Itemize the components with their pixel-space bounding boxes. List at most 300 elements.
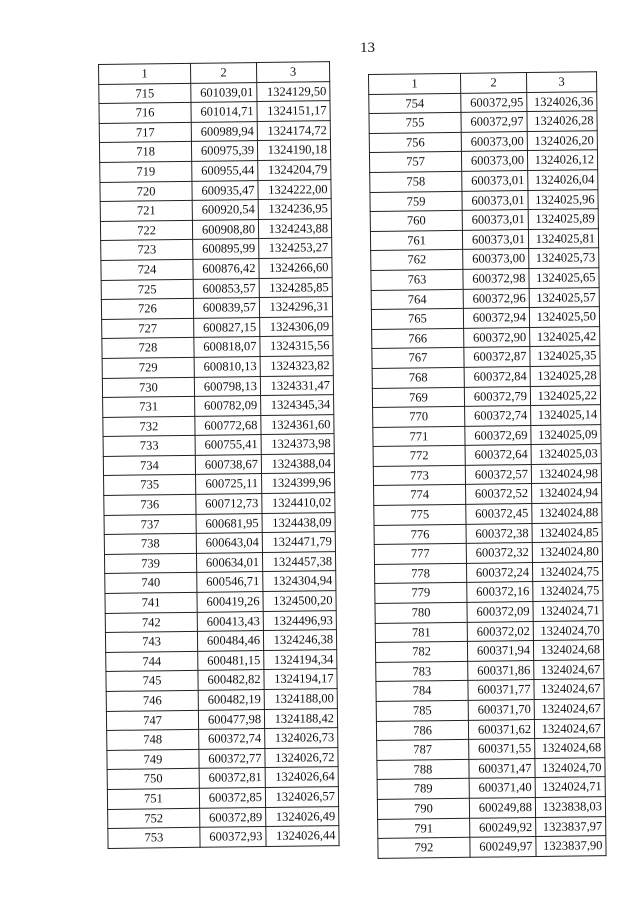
table-row xyxy=(101,258,332,280)
table-row xyxy=(377,797,605,819)
table-row xyxy=(104,532,335,554)
x-coordinate-cell: 600371,77 xyxy=(468,680,534,700)
x-coordinate-cell: 600810,13 xyxy=(194,356,260,376)
point-number-cell: 771 xyxy=(373,426,465,447)
table-row xyxy=(370,228,598,250)
y-coordinate-cell: 1324236,95 xyxy=(258,199,331,219)
y-coordinate-cell: 1324188,42 xyxy=(264,708,337,728)
x-coordinate-cell: 600477,98 xyxy=(198,709,264,729)
x-coordinate-cell: 600249,92 xyxy=(470,817,536,837)
point-number-cell: 774 xyxy=(374,485,466,506)
x-coordinate-cell: 600371,94 xyxy=(467,641,533,661)
x-coordinate-cell: 600372,52 xyxy=(466,484,532,504)
point-number-cell: 759 xyxy=(370,191,462,212)
table-row xyxy=(370,170,598,192)
table-row xyxy=(374,483,602,505)
y-coordinate-cell: 1324345,34 xyxy=(261,395,334,415)
y-coordinate-cell: 1324204,79 xyxy=(258,160,331,180)
y-coordinate-cell: 1324253,27 xyxy=(259,238,332,258)
point-number-cell: 776 xyxy=(374,524,466,545)
table-row xyxy=(102,336,333,358)
point-number-cell: 717 xyxy=(99,122,191,143)
y-coordinate-cell: 1324331,47 xyxy=(260,375,333,395)
point-number-cell: 732 xyxy=(103,416,195,437)
x-coordinate-cell: 600372,96 xyxy=(463,288,529,308)
point-number-cell: 715 xyxy=(99,83,191,104)
table-row xyxy=(106,649,337,671)
table-row xyxy=(369,91,597,113)
point-number-cell: 756 xyxy=(369,132,461,153)
x-coordinate-cell: 600818,07 xyxy=(194,337,260,357)
point-number-cell: 752 xyxy=(108,808,200,829)
x-coordinate-cell: 600372,97 xyxy=(461,112,527,132)
y-coordinate-cell: 1324026,72 xyxy=(265,747,338,767)
y-coordinate-cell: 1324024,70 xyxy=(533,620,603,640)
x-coordinate-cell: 600372,77 xyxy=(199,748,265,768)
y-coordinate-cell: 1324024,75 xyxy=(533,581,603,601)
point-number-cell: 716 xyxy=(99,103,191,124)
y-coordinate-cell: 1324151,17 xyxy=(257,101,330,121)
x-coordinate-cell: 600738,67 xyxy=(195,454,261,474)
point-number-cell: 758 xyxy=(370,171,462,192)
point-number-cell: 749 xyxy=(107,749,199,770)
column-header: 1 xyxy=(99,63,191,84)
y-coordinate-cell: 1324129,50 xyxy=(257,81,330,101)
point-number-cell: 721 xyxy=(100,201,192,222)
coordinates-table-right xyxy=(368,71,607,858)
y-coordinate-cell: 1324190,18 xyxy=(257,140,330,160)
point-number-cell: 744 xyxy=(106,651,198,672)
table-row xyxy=(106,669,337,691)
x-coordinate-cell: 600371,55 xyxy=(469,739,535,759)
table-row xyxy=(103,414,334,436)
table-row xyxy=(102,316,333,338)
point-number-cell: 746 xyxy=(106,690,198,711)
table-row xyxy=(378,836,606,858)
y-coordinate-cell: 1324026,49 xyxy=(266,806,339,826)
table-row xyxy=(105,630,336,652)
y-coordinate-cell: 1324323,82 xyxy=(260,356,333,376)
table-row xyxy=(104,551,335,573)
y-coordinate-cell: 1324500,20 xyxy=(263,591,336,611)
y-coordinate-cell: 1324285,85 xyxy=(259,277,332,297)
y-coordinate-cell: 1324025,22 xyxy=(530,385,600,405)
y-coordinate-cell: 1324026,04 xyxy=(528,170,598,190)
table-row xyxy=(376,679,604,701)
y-coordinate-cell: 1324026,28 xyxy=(527,111,597,131)
page-number: 13 xyxy=(360,40,375,56)
table-row xyxy=(371,248,599,270)
column-header: 3 xyxy=(526,72,596,92)
point-number-cell: 783 xyxy=(376,661,468,682)
y-coordinate-cell: 1324188,00 xyxy=(264,689,337,709)
point-number-cell: 735 xyxy=(104,475,196,496)
y-coordinate-cell: 1324024,67 xyxy=(534,718,604,738)
x-coordinate-cell: 600372,74 xyxy=(199,729,265,749)
x-coordinate-cell: 600484,46 xyxy=(197,631,263,651)
table-row xyxy=(104,493,335,515)
table-row xyxy=(375,620,603,642)
y-coordinate-cell: 1324025,73 xyxy=(529,248,599,268)
table-row xyxy=(107,767,338,789)
point-number-cell: 738 xyxy=(104,534,196,555)
table-row xyxy=(369,150,597,172)
point-number-cell: 745 xyxy=(106,671,198,692)
x-coordinate-cell: 600371,86 xyxy=(468,660,534,680)
point-number-cell: 724 xyxy=(101,259,193,280)
table-row xyxy=(375,581,603,603)
x-coordinate-cell: 600634,01 xyxy=(196,552,262,572)
table-row xyxy=(101,297,332,319)
table-row xyxy=(374,542,602,564)
table-row xyxy=(102,375,333,397)
x-coordinate-cell: 600955,44 xyxy=(192,161,258,181)
point-number-cell: 768 xyxy=(372,367,464,388)
x-coordinate-cell: 600373,01 xyxy=(462,229,528,249)
x-coordinate-cell: 600373,00 xyxy=(461,131,527,151)
x-coordinate-cell: 600372,02 xyxy=(467,621,533,641)
y-coordinate-cell: 1324361,60 xyxy=(261,414,334,434)
x-coordinate-cell: 601039,01 xyxy=(191,82,257,102)
x-coordinate-cell: 600755,41 xyxy=(195,435,261,455)
point-number-cell: 757 xyxy=(369,152,461,173)
x-coordinate-cell: 600371,40 xyxy=(469,778,535,798)
y-coordinate-cell: 1324304,94 xyxy=(263,571,336,591)
point-number-cell: 791 xyxy=(378,818,470,839)
point-number-cell: 736 xyxy=(104,494,196,515)
table-row xyxy=(374,522,602,544)
x-coordinate-cell: 600419,26 xyxy=(197,592,263,612)
y-coordinate-cell: 1324025,42 xyxy=(530,326,600,346)
y-coordinate-cell: 1324296,31 xyxy=(259,297,332,317)
x-coordinate-cell: 600372,93 xyxy=(200,827,266,847)
table-row xyxy=(376,659,604,681)
point-number-cell: 719 xyxy=(100,161,192,182)
table-row xyxy=(371,287,599,309)
x-coordinate-cell: 600372,16 xyxy=(467,582,533,602)
y-coordinate-cell: 1324024,80 xyxy=(532,542,602,562)
x-coordinate-cell: 600373,01 xyxy=(462,171,528,191)
x-coordinate-cell: 600798,13 xyxy=(194,376,260,396)
y-coordinate-cell: 1324024,98 xyxy=(531,464,601,484)
point-number-cell: 772 xyxy=(373,446,465,467)
y-coordinate-cell: 1324024,85 xyxy=(532,522,602,542)
table-row xyxy=(370,209,598,231)
point-number-cell: 777 xyxy=(374,544,466,565)
point-number-cell: 763 xyxy=(371,269,463,290)
y-coordinate-cell: 1324026,44 xyxy=(266,826,339,846)
y-coordinate-cell: 1324024,94 xyxy=(532,483,602,503)
point-number-cell: 718 xyxy=(99,142,191,163)
point-number-cell: 742 xyxy=(105,612,197,633)
coordinates-table-left xyxy=(98,61,340,849)
table-row xyxy=(373,444,601,466)
x-coordinate-cell: 600372,57 xyxy=(465,464,531,484)
point-number-cell: 722 xyxy=(100,220,192,241)
table-row xyxy=(99,120,330,142)
y-coordinate-cell: 1324410,02 xyxy=(262,493,335,513)
x-coordinate-cell: 600371,62 xyxy=(468,719,534,739)
x-coordinate-cell: 600712,73 xyxy=(196,494,262,514)
y-coordinate-cell: 1324024,67 xyxy=(534,659,604,679)
table-row xyxy=(101,277,332,299)
y-coordinate-cell: 1324399,96 xyxy=(262,473,335,493)
y-coordinate-cell: 1324438,09 xyxy=(262,512,335,532)
table-row xyxy=(372,346,600,368)
point-number-cell: 780 xyxy=(375,602,467,623)
point-number-cell: 760 xyxy=(370,211,462,232)
column-header: 2 xyxy=(190,63,256,83)
y-coordinate-cell: 1324471,79 xyxy=(262,532,335,552)
point-number-cell: 779 xyxy=(375,583,467,604)
x-coordinate-cell: 600725,11 xyxy=(196,474,262,494)
x-coordinate-cell: 600371,70 xyxy=(468,700,534,720)
x-coordinate-cell: 600373,00 xyxy=(463,249,529,269)
y-coordinate-cell: 1324026,64 xyxy=(265,767,338,787)
y-coordinate-cell: 1324266,60 xyxy=(259,258,332,278)
x-coordinate-cell: 600372,89 xyxy=(200,807,266,827)
point-number-cell: 789 xyxy=(377,779,469,800)
x-coordinate-cell: 600372,24 xyxy=(466,562,532,582)
x-coordinate-cell: 600372,09 xyxy=(467,602,533,622)
point-number-cell: 733 xyxy=(103,436,195,457)
x-coordinate-cell: 600482,82 xyxy=(198,670,264,690)
point-number-cell: 734 xyxy=(103,455,195,476)
x-coordinate-cell: 600372,85 xyxy=(199,787,265,807)
table-header-row xyxy=(369,72,597,94)
point-number-cell: 753 xyxy=(108,827,200,848)
table-row xyxy=(373,405,601,427)
point-number-cell: 762 xyxy=(371,250,463,271)
column-header: 3 xyxy=(256,62,329,82)
point-number-cell: 729 xyxy=(102,357,194,378)
x-coordinate-cell: 600372,94 xyxy=(463,308,529,328)
table-row xyxy=(377,777,605,799)
point-number-cell: 741 xyxy=(105,592,197,613)
point-number-cell: 785 xyxy=(376,700,468,721)
table-row xyxy=(99,140,330,162)
y-coordinate-cell: 1324024,68 xyxy=(533,640,603,660)
y-coordinate-cell: 1324194,17 xyxy=(264,669,337,689)
table-row xyxy=(108,826,339,848)
y-coordinate-cell: 1324026,12 xyxy=(527,150,597,170)
y-coordinate-cell: 1324246,38 xyxy=(263,630,336,650)
point-number-cell: 755 xyxy=(369,113,461,134)
x-coordinate-cell: 600371,47 xyxy=(469,758,535,778)
point-number-cell: 754 xyxy=(369,93,461,114)
y-coordinate-cell: 1324025,09 xyxy=(531,424,601,444)
x-coordinate-cell: 600895,99 xyxy=(193,239,259,259)
x-coordinate-cell: 600643,04 xyxy=(196,533,262,553)
column-header: 1 xyxy=(369,73,461,94)
table-row xyxy=(105,610,336,632)
table-row xyxy=(99,101,330,123)
point-number-cell: 730 xyxy=(102,377,194,398)
point-number-cell: 778 xyxy=(374,563,466,584)
point-number-cell: 775 xyxy=(374,504,466,525)
y-coordinate-cell: 1324315,56 xyxy=(260,336,333,356)
table-row xyxy=(102,356,333,378)
y-coordinate-cell: 1324025,81 xyxy=(528,228,598,248)
column-header: 2 xyxy=(460,73,526,93)
table-row xyxy=(104,473,335,495)
x-coordinate-cell: 600372,98 xyxy=(463,268,529,288)
x-coordinate-cell: 600372,84 xyxy=(464,366,530,386)
y-coordinate-cell: 1324222,00 xyxy=(258,179,331,199)
y-coordinate-cell: 1324024,71 xyxy=(535,777,605,797)
point-number-cell: 743 xyxy=(105,632,197,653)
x-coordinate-cell: 600482,19 xyxy=(198,690,264,710)
y-coordinate-cell: 1323837,90 xyxy=(536,836,606,856)
point-number-cell: 731 xyxy=(103,396,195,417)
x-coordinate-cell: 600372,69 xyxy=(465,425,531,445)
y-coordinate-cell: 1323837,97 xyxy=(536,816,606,836)
table-row xyxy=(373,424,601,446)
y-coordinate-cell: 1324373,98 xyxy=(261,434,334,454)
x-coordinate-cell: 600373,01 xyxy=(462,210,528,230)
x-coordinate-cell: 600249,97 xyxy=(470,837,536,857)
point-number-cell: 766 xyxy=(372,328,464,349)
y-coordinate-cell: 1324024,67 xyxy=(534,679,604,699)
table-row xyxy=(372,366,600,388)
table-row xyxy=(103,395,334,417)
table-row xyxy=(377,738,605,760)
table-row xyxy=(375,640,603,662)
point-number-cell: 740 xyxy=(105,573,197,594)
y-coordinate-cell: 1324024,71 xyxy=(533,601,603,621)
y-coordinate-cell: 1324194,34 xyxy=(264,649,337,669)
table-row xyxy=(369,130,597,152)
y-coordinate-cell: 1324243,88 xyxy=(258,218,331,238)
table-row xyxy=(378,816,606,838)
point-number-cell: 747 xyxy=(106,710,198,731)
point-number-cell: 792 xyxy=(378,837,470,858)
x-coordinate-cell: 600372,74 xyxy=(465,406,531,426)
table-row xyxy=(100,199,331,221)
table-row xyxy=(371,307,599,329)
x-coordinate-cell: 600908,80 xyxy=(192,219,258,239)
y-coordinate-cell: 1324025,89 xyxy=(528,209,598,229)
point-number-cell: 784 xyxy=(376,681,468,702)
table-row xyxy=(106,708,337,730)
point-number-cell: 748 xyxy=(107,730,199,751)
y-coordinate-cell: 1324024,68 xyxy=(535,738,605,758)
table-row xyxy=(371,268,599,290)
x-coordinate-cell: 600373,01 xyxy=(462,190,528,210)
x-coordinate-cell: 600373,00 xyxy=(461,151,527,171)
y-coordinate-cell: 1324025,57 xyxy=(529,287,599,307)
x-coordinate-cell: 600372,32 xyxy=(466,543,532,563)
point-number-cell: 770 xyxy=(373,406,465,427)
point-number-cell: 787 xyxy=(377,740,469,761)
point-number-cell: 739 xyxy=(104,553,196,574)
y-coordinate-cell: 1324025,14 xyxy=(531,405,601,425)
point-number-cell: 781 xyxy=(375,622,467,643)
x-coordinate-cell: 600546,71 xyxy=(197,572,263,592)
y-coordinate-cell: 1324025,50 xyxy=(529,307,599,327)
table-row xyxy=(376,699,604,721)
x-coordinate-cell: 600853,57 xyxy=(193,278,259,298)
point-number-cell: 765 xyxy=(371,308,463,329)
point-number-cell: 764 xyxy=(371,289,463,310)
y-coordinate-cell: 1324026,36 xyxy=(527,91,597,111)
table-row xyxy=(107,728,338,750)
y-coordinate-cell: 1324025,65 xyxy=(529,268,599,288)
x-coordinate-cell: 600782,09 xyxy=(195,396,261,416)
point-number-cell: 727 xyxy=(102,318,194,339)
y-coordinate-cell: 1324025,96 xyxy=(528,189,598,209)
table-row xyxy=(105,591,336,613)
y-coordinate-cell: 1324024,75 xyxy=(532,562,602,582)
point-number-cell: 728 xyxy=(102,338,194,359)
y-coordinate-cell: 1323838,03 xyxy=(535,797,605,817)
x-coordinate-cell: 600772,68 xyxy=(195,415,261,435)
point-number-cell: 788 xyxy=(377,759,469,780)
y-coordinate-cell: 1324024,88 xyxy=(532,503,602,523)
table-row xyxy=(375,601,603,623)
y-coordinate-cell: 1324026,73 xyxy=(265,728,338,748)
point-number-cell: 790 xyxy=(377,798,469,819)
y-coordinate-cell: 1324496,93 xyxy=(263,610,336,630)
table-row xyxy=(108,806,339,828)
x-coordinate-cell: 600681,95 xyxy=(196,513,262,533)
x-coordinate-cell: 600372,90 xyxy=(464,327,530,347)
point-number-cell: 786 xyxy=(376,720,468,741)
table-row xyxy=(373,464,601,486)
y-coordinate-cell: 1324025,28 xyxy=(530,366,600,386)
x-coordinate-cell: 600372,45 xyxy=(466,504,532,524)
y-coordinate-cell: 1324457,38 xyxy=(262,551,335,571)
x-coordinate-cell: 601014,71 xyxy=(191,102,257,122)
table-row xyxy=(107,787,338,809)
x-coordinate-cell: 600413,43 xyxy=(197,611,263,631)
x-coordinate-cell: 600920,54 xyxy=(192,200,258,220)
table-row xyxy=(374,503,602,525)
table-header-row xyxy=(99,62,330,84)
y-coordinate-cell: 1324026,57 xyxy=(265,787,338,807)
table-row xyxy=(374,562,602,584)
table-row xyxy=(105,571,336,593)
x-coordinate-cell: 600481,15 xyxy=(198,650,264,670)
table-row xyxy=(372,385,600,407)
point-number-cell: 769 xyxy=(372,387,464,408)
x-coordinate-cell: 600975,39 xyxy=(191,141,257,161)
table-row xyxy=(107,747,338,769)
point-number-cell: 725 xyxy=(101,279,193,300)
y-coordinate-cell: 1324026,20 xyxy=(527,130,597,150)
x-coordinate-cell: 600372,64 xyxy=(465,445,531,465)
y-coordinate-cell: 1324306,09 xyxy=(260,316,333,336)
y-coordinate-cell: 1324025,35 xyxy=(530,346,600,366)
table-row xyxy=(106,689,337,711)
table-row xyxy=(103,454,334,476)
x-coordinate-cell: 600839,57 xyxy=(193,298,259,318)
table-row xyxy=(101,238,332,260)
point-number-cell: 750 xyxy=(107,769,199,790)
table-row xyxy=(100,160,331,182)
x-coordinate-cell: 600827,15 xyxy=(194,317,260,337)
x-coordinate-cell: 600372,81 xyxy=(199,768,265,788)
y-coordinate-cell: 1324024,67 xyxy=(534,699,604,719)
table-row xyxy=(100,179,331,201)
x-coordinate-cell: 600372,79 xyxy=(464,386,530,406)
table-row xyxy=(372,326,600,348)
table-row xyxy=(377,757,605,779)
table-row xyxy=(369,111,597,133)
y-coordinate-cell: 1324024,70 xyxy=(535,757,605,777)
table-row xyxy=(370,189,598,211)
point-number-cell: 773 xyxy=(373,465,465,486)
